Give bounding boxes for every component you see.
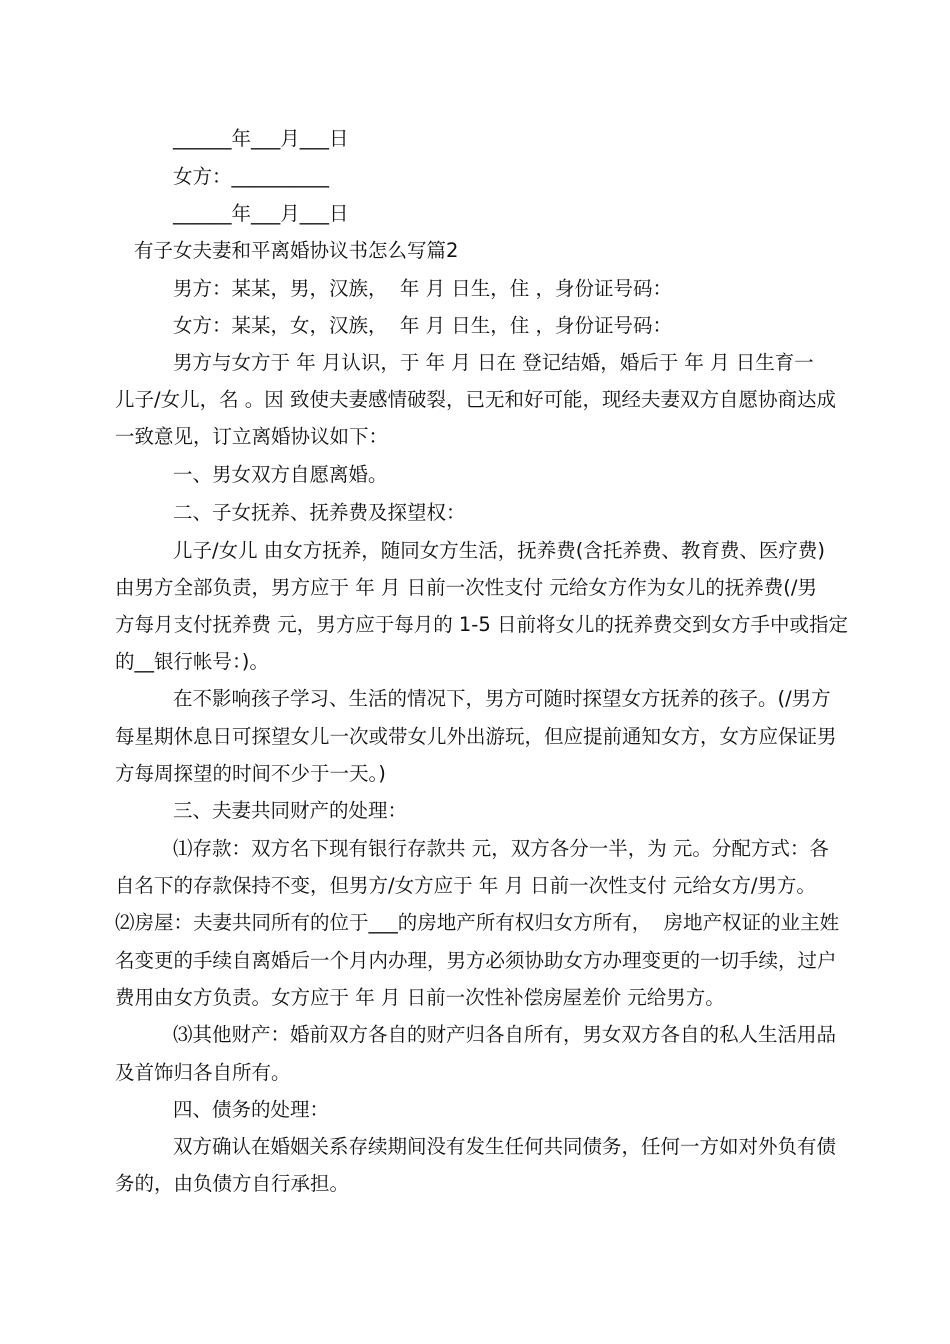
date-line-1: ______年___月___日 xyxy=(173,127,349,150)
section-title: 有子女夫妻和平离婚协议书怎么写篇2 xyxy=(134,239,459,262)
custody-line: 儿子/女儿 由女方抚养，随同女方生活，抚养费(含托养费、教育费、医疗费) xyxy=(173,539,825,562)
deposit-line: 自名下的存款保持不变，但男方/女方应于 年 月 日前一次性支付 元给女方/男方。 xyxy=(115,874,816,897)
other-property-line: 及首饰归各自所有。 xyxy=(115,1061,291,1084)
female-sign-line: 女方：__________ xyxy=(173,165,330,188)
female-info: 女方：某某，女，汉族， 年 月 日生，住 ，身份证号码： xyxy=(173,314,672,337)
house-line: 名变更的手续自离婚后一个月内办理，男方必须协助女方办理变更的一切手续，过户 xyxy=(115,949,837,972)
visit-line: 每星期休息日可探望女儿一次或带女儿外出游玩，但应提前通知女方，女方应保证男 xyxy=(115,725,837,748)
clause-heading: 一、男女双方自愿离婚。 xyxy=(173,463,388,486)
visit-line: 在不影响孩子学习、生活的情况下，男方可随时探望女方抚养的孩子。(/男方 xyxy=(173,687,831,710)
custody-line: 由男方全部负责，男方应于 年 月 日前一次性支付 元给女方作为女儿的抚养费(/男 xyxy=(115,576,817,599)
other-property-line: ⑶其他财产：婚前双方各自的财产归各自所有，男女双方各自的私人生活用品 xyxy=(173,1023,837,1046)
date-line-2: ______年___月___日 xyxy=(173,202,349,225)
clause-heading: 四、债务的处理： xyxy=(173,1098,330,1121)
intro-line: 男方与女方于 年 月认识，于 年 月 日在 登记结婚，婚后于 年 月 日生育一 xyxy=(173,351,814,374)
debt-line: 双方确认在婚姻关系存续期间没有发生任何共同债务，任何一方如对外负有债 xyxy=(173,1135,837,1158)
deposit-line: ⑴存款：双方名下现有银行存款共 元，双方各分一半，为 元。分配方式：各 xyxy=(173,837,829,860)
intro-line: 一致意见，订立离婚协议如下： xyxy=(115,425,389,448)
custody-line: 的__银行帐号：)。 xyxy=(115,650,269,673)
male-info: 男方：某某，男，汉族， 年 月 日生，住 ，身份证号码： xyxy=(173,277,672,300)
clause-heading: 二、子女抚养、抚养费及探望权： xyxy=(173,501,466,524)
custody-line: 方每月支付抚养费 元，男方应于每月的 1-5 日前将女儿的抚养费交到女方手中或指定 xyxy=(115,613,848,636)
house-line: ⑵房屋：夫妻共同所有的位于___的房地产所有权归女方所有， 房地产权证的业主姓 xyxy=(115,911,840,934)
debt-line: 务的，由负债方自行承担。 xyxy=(115,1172,350,1195)
clause-heading: 三、夫妻共同财产的处理： xyxy=(173,799,408,822)
visit-line: 方每周探望的时间不少于一天。) xyxy=(115,762,386,785)
intro-line: 儿子/女儿，名 。因 致使夫妻感情破裂，已无和好可能，现经夫妻双方自愿协商达成 xyxy=(115,388,836,411)
house-line: 费用由女方负责。女方应于 年 月 日前一次性补偿房屋差价 元给男方。 xyxy=(115,986,725,1009)
